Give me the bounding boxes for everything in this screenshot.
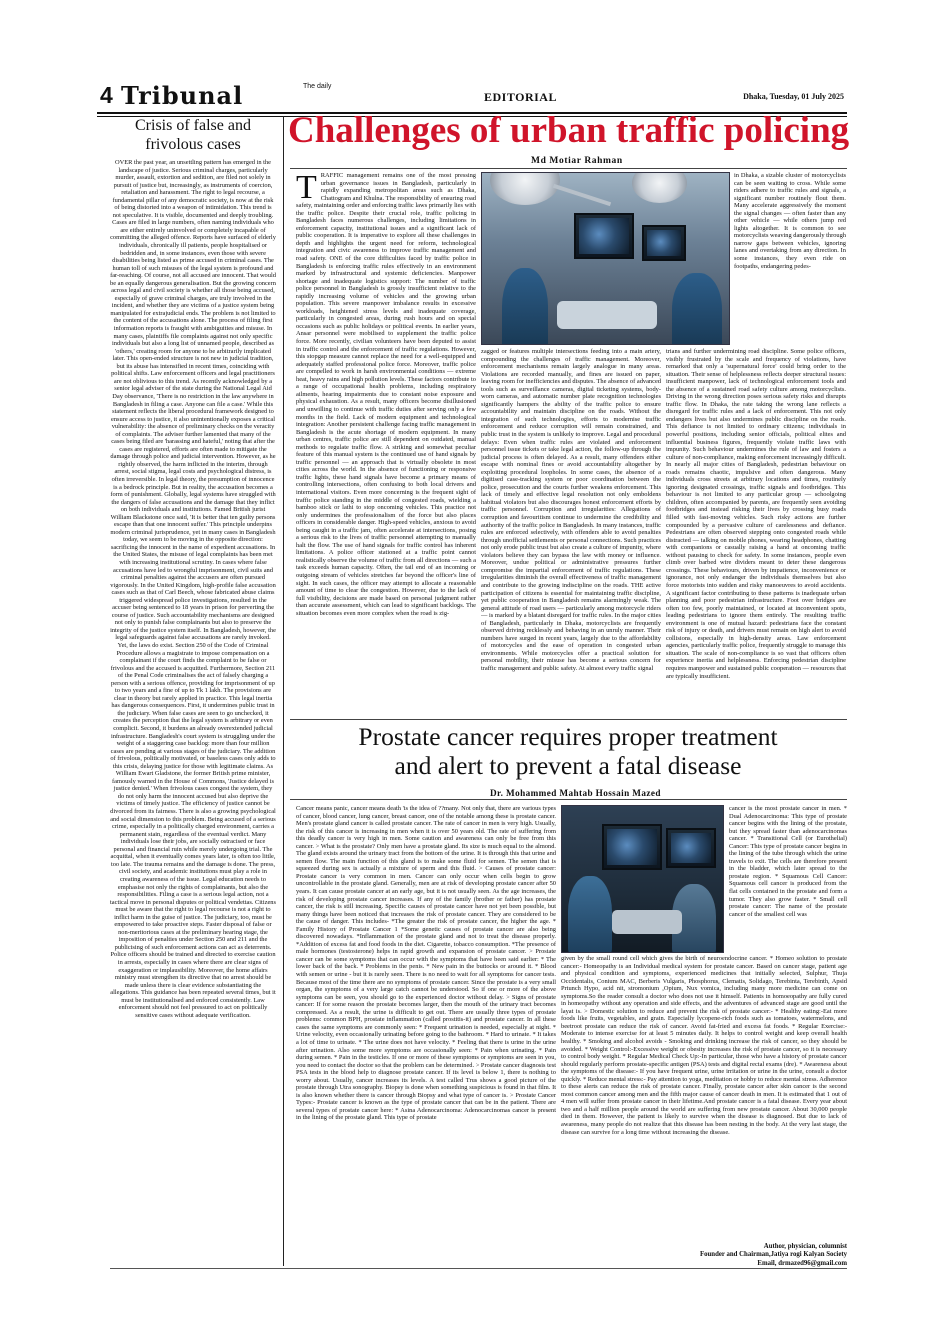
drop-cap: T xyxy=(296,172,317,206)
daily-tag: The daily xyxy=(303,83,332,90)
lead-column-1 xyxy=(296,172,476,712)
second-article-rule xyxy=(290,719,847,720)
surgeon-figure xyxy=(502,268,548,345)
lead-column-2 xyxy=(481,348,661,712)
masthead xyxy=(97,83,847,111)
column-divider xyxy=(283,116,284,1266)
second-headline-line-2: and alert to prevent a fatal disease xyxy=(394,751,742,780)
lead-byline: Md Motiar Rahman xyxy=(531,156,623,166)
lead-column-3-top xyxy=(734,172,846,345)
surgeon-figure xyxy=(672,273,722,345)
second-byline-rule xyxy=(290,799,847,800)
left-column-headline: Crisis of false and frivolous cases xyxy=(135,117,251,153)
second-column-1-text: Cancer means panic, cancer means death 'is the idea of ??many. Not only that, there are various types of cancer, blood cancer, lung cancer, breast cancer, one of the notable among these is prostate cancer. Men's prostate gland cancer is called prostate cancer. The rate of cancer in men is very high. Usually, the risk of this cancer is increasing in men when it is over 50 years old. The rate of suffering from this deadly cancer is very high in men. Some caution and awareness can only be free from this cancer. > What is the prostate? Only men have a prostate gland. Its size is much equal to the almond. The gland exists around the urinary tract from the bottom of the urine. It is through this that urine and semen flow. The main function of this gland is to make some fluid for semen. The semen that is squeezed during sex is actually a mixture of sperm and this fluid. > Causes of prostate cancer: Prostate cancer is very common in men. Cancer can only occur when cells begin to grow uncontrollable in the prostate gland. Generally, men are at risk of developing prostate cancer after 50 years. It can cause prostate cancer at an early age, but it is not usually seen. As the age increases, the risk of developing prostate cancer increases. If any of the family (brother or father) has prostate cancer, the risk is still increasing. Specific causes of prostate cancer have not yet been possible, but many things have been noticed that increases the risk of prostate cancer. They are considered to be the cause of danger. This includes- *The greater the risk of prostate cancer, the higher the age. * Family History of Prostate Cancer 1 *Some genetic causes of prostate cancer are also being discovered nowadays. *Inflammation of the prostate gland and not to treat the disease properly. *Addition of excess fat and food foods in the diet. Cigarette, tobacco consumption. *The presence of male hormones (testosterone) helps in rapid growth and expansion of prostate cancer. > Prostate cancer can be some symptoms that can occur with the symptoms that have been said earlier: * The lower back of the back. * Problems in the penis. * New pain in the buttocks or around it. * Blood with semen or urine - but it is rarely seen. There is no need to wait for all symptoms for cancer tests. Because most of the time there are no symptoms of prostate cancer. Since the prostate is a very small organ, the symptoms of a very large catch cannot be understood. So if one or more of the above symptoms can be seen, you should go to the experienced doctor without delay. > Signs of prostate cancer: If for some reason the prostate becomes larger, then the mouth of the urinary tract becomes compressed. As a result, the urine is difficult to get out. There are usually three types of prostate problems: common BPH, prostate inflammation (called prostitis-it) and prostate cancer. In all these cases the same symptoms are commonly seen: * Frequent urination is needed, especially at night. * Urine velocity, even occasionally urinating before going to the bathroom. * Hard to urinate. * It takes a lot of time to urinate. * The urine does not have velocity. * Feeling that there is urine in the urine after urination. Also some more symptoms are occasionally seen: * Pain when urinating. * Pain during semen. * Pain in the testicles. If one or more of these symptoms or symptoms are seen in you, you need to contact the doctor so that the problem can be determined. > Prostate cancer diagnosis test PSA tests in the blood help to diagnose prostate cancer. If its level is below 1, there is nothing to worry about. Usually, cancer increases its levels. A test called Trus shows a good picture of the prostate through Utra sonography. Biopsy is done when something suspicious is found in that film. It is also known whether there is cancer through Biopsy and what type of cancer is. > Prostate Cancer Types:- Prostate cancer is known as the type of prostate cancer that can be in the patient. There are several types of prostate cancer here: * Asina Adenocarcinoma: Adenocarcinomas cancer is present in the lining of the prostate gland. This type of prostate xyxy=(296,805,556,1122)
monitor-screen-icon xyxy=(666,828,716,868)
lead-column-3-top-text: in Dhaka, a sizable cluster of motorcyclists can be seen waiting to cross. While some riders adhere to traffic rules and signals, a significant number routinely flout them. Many accelerate aggressively the moment the signal changes — often faster than any other vehicle — while others jump red lights altogether. It is common to see motorcyclists weaving dangerously through narrow gaps between vehicles, ignoring lanes and overtaking from any direction. In some instances, they even ride on footpaths, endangering pedes- xyxy=(734,172,846,270)
left-column-body: OVER the past year, an unsettling pattern has emerged in the landscape of justice. Serious criminal charges, particularly murder, assault, extortion and sedition, are filed not solely in pursuit of justice but, increasingly, as instruments of coercion, retaliation and harassment. The right to legal recourse, a fundamental pillar of any democratic society, is now at the risk of being distorted into a weapon of intimidation. This trend is not speculative. It is visible, documented and deeply troubling. Cases are filed in large numbers, often naming individuals who are either entirely uninvolved or completely incapable of committing the alleged offence. Reports have surfaced of elderly individuals, chronically ill patients, people hospitalised or bedridden and, in some instances, even those with severe disabilities being listed as prime accused in criminal cases. The human toll of such misuses of the legal system is profound and far-reaching. Of course, not all accused are innocent. That would be an equally dangerous generalisation. But the growing concern across legal and civil society is whether all those being accused, especially of grave criminal charges, are truly involved in the incident, and whether they are victims of a justice system being manipulated for extrajudicial ends. The problem is not limited to the content of the accusations alone. The process of filing first information reports is fraught with ambiguities and misuse. In many cases, plaintiffs file complaints against not only specific individuals but also a long list of unnamed people, described as 'others,' creating room for anyone to be arbitrarily implicated later. This open-ended structure is not new in judicial tradition, but its abuse has intensified in recent times, coinciding with political shifts. Law enforcement officers and legal practitioners are not oblivious to this trend. As recently acknowledged by a senior legal adviser of the state during the National Legal Aid Day observance, 'There is no restriction in the law anywhere in Bangladesh in filing a case. Anyone can file a case.' While this statement reflects the liberal procedural framework designed to ensure access to justice, it also unintentionally exposes a critical vulnerability: the absence of preliminary checks on the veracity of complaints. The adviser further lamented that many of the cases being filed are 'harassing and hateful,' noting that after the cases are registered, efforts are often made to mitigate the damage through police and judicial intervention. However, as he rightly observed, the harm inflicted in the interim, through arrest, social stigma, legal costs and psychological distress, is often irreversible. In legal theory, the presumption of innocence is a bedrock principle. But in reality, the accusation becomes a form of punishment. Globally, legal systems have struggled with the dangers of false accusations and the damage that they inflict on both individuals and institutions. Famed British jurist William Blackstone once said, 'It is better that ten guilty persons escape than that one innocent suffer.' This principle underpins modern criminal jurisprudence, yet in many cases in Bangladesh today, we seem to be moving in the opposite direction: sacrificing the innocent in the name of expedient accusations. In the United States, the misuse of legal complaints has been met with increasing institutional scrutiny. In cases where false accusations have led to wrongful imprisonment, civil suits and criminal penalties against the accusers are often pursued vigorously. In the United Kingdom, high-profile false accusation cases such as that of Carl Beech, whose fabricated abuse claims triggered widespread police investigations, resulted in the accuser being sentenced to 18 years in prison for perverting the course of justice. Such accountability mechanisms are designed not only to punish false complainants but also to preserve the integrity of the justice system itself. In Bangladesh, however, the legal safeguards against false accusations are rarely invoked. Yet, the laws do exist. Section 250 of the Code of Criminal Procedure allows a magistrate to impose compensation on a complainant if the court finds the complaint to be false or frivolous and the accused is acquitted. Furthermore, Section 211 of the Penal Code criminalises the act of falsely charging a person with a serious offence, providing for imprisonment of up to two years and a fine of up to Tk 1 lakh. The provisions are clear in theory but rarely applied in practice. This legal inertia has dangerous consequences. First, it undermines public trust in the judiciary. When false cases are seen to go unchecked, it creates the perception that the legal system is arbitrary or even complicit. Second, it burdens an already overextended judicial infrastructure. Bangladesh's court system is struggling under the weight of a staggering case backlog: more than four million cases are pending at various stages of the judiciary. The addition of frivolous, politically motivated, or baseless cases only adds to this crisis, delaying justice for those with legitimate claims. As William Ewart Gladstone, the former British prime minister, famously warned in the House of Commons, 'Justice delayed is justice denied.' When frivolous cases congest the system, they do not only harm the innocent accused but also deprive the victims of timely justice. The efficiency of justice cannot be divorced from its fairness. There is also a growing psychological and social dimension to this problem. Being accused of a serious crime, especially in a politically charged environment, carries a permanent stain, regardless of the eventual verdict. Many individuals lose their jobs, are socially ostracised or face personal and financial ruin while merely undergoing trial. The acquittal, when it eventually comes years later, is often too little, too late. The trauma remains and the damage is done. The press, civil society, and academic institutions must play a role in creating awareness of the issue. Legal education needs to emphasise not only the rights of complainants, but also the responsibilities. Filing a case is a serious legal action, not a tactical move in personal disputes or political vendettas. Citizens must be aware that the right to legal recourse is not a right to inflict harm in the guise of justice. The judiciary, too, must be empowered to take proactive steps. Faster disposal of false or non-meritorious cases at the preliminary hearing stage, the imposition of penalties under Section 250 and 211 and the publicising of such enforcement actions can act as deterrents. Police officers should be trained and directed to exercise caution in arrests, especially in cases where there are clear signs of exaggeration or implausibility. Moreover, the home affairs ministry must strengthen its directive that no arrest should be made unless there is clear evidence substantiating the allegations. This guidance has been repeated several times, but it must be institutionalised and enforced consistently. Law enforcement should not feel pressured to act on politically sensitive cases without adequate verification. xyxy=(110,159,276,1019)
lead-column-1-text: RAFFIC management remains one of the most pressing urban governance issues in Bangladesh, particularly in rapidly expanding metropolitan areas such as Dhaka, Chattogram and Khulna. The responsibility of ensuring road safety, maintaining order and enforcing traffic laws primarily lies with the traffic police. Despite their crucial role, traffic policing in Bangladesh faces numerous challenges, including limitations in enforcement capacity, institutional issues and a significant lack of public cooperation. It is imperative to explore all these challenges in depth and highlights the urgent need for reform, technological integration and civic awareness to improve traffic management and road safety. ONE of the core difficulties faced by traffic police in Bangladesh is enforcing traffic rules effectively in an environment marked by infrastructural and systemic deficiencies. Manpower shortage and inadequate logistics support: The number of traffic police personnel in Bangladesh is grossly insufficient relative to the rapidly increasing volume of vehicles and the growing urban population. This severe manpower imbalance results in excessive workloads, heightened stress levels and inadequate coverage, particularly in congested areas, during rush hours and on special occasions such as public holidays or political events. In earlier years, Ansar personnel were mobilised to supplement the traffic police force. More recently, civilian volunteers have been deputed to assist in traffic control and the enforcement of traffic regulations. However, this stopgap measure cannot replace the need for a well-equipped and adequately staffed professional police force. Moreover, traffic police are compelled to work in harsh environmental conditions — extreme heat, heavy rains and high pollution levels. These factors contribute to a range of occupational health problems, including respiratory ailments, hearing impairments due to constant noise exposure and physical exhaustion. As a result, many officers become disillusioned and unwilling to continue with traffic duties after serving only a few months in the field. Lack of modern equipment and technological integration: Another persistent challenge facing traffic management in Bangladesh is the acute shortage of modern equipment. In many urban centres, traffic police are still dependent on outdated, manual methods to regulate traffic flow. A striking and somewhat peculiar feature of this manual system is the continued use of hand signals by traffic personnel — an approach that is virtually obsolete in most cities across the world. In the absence of functioning or responsive traffic lights, these hand signals have become a primary means of controlling intersections, often confusing to both local drivers and international visitors. Even more concerning is the frequent sight of traffic police standing in the middle of congested roads, wielding a bamboo stick or lathi to stop oncoming vehicles. This practice not only undermines the professionalism of the force but also places officers in considerable danger. High-speed vehicles, anxious to avoid being caught in a traffic jam, often accelerate at intersections, posing a serious risk to the lives of traffic personnel attempting to manually halt the flow. The use of hand signals for traffic control has inherent limitations. A police officer stationed at a traffic point cannot realistically observe the volume of traffic from all directions — such a task exceeds human capacity. Often, the tail end of an incoming or outgoing stream of vehicles stretches far beyond the officer's line of sight. In such cases, the officer may attempt to allocate a reasonable amount of time to clear the congestion. However, due to the lack of full visibility, decisions are made based on personal judgment rather than accurate assessment, which can lead to significant backlogs. The situation becomes even more complex when the road is zig- xyxy=(296,172,476,617)
lead-column-2-text: zagged or features multiple intersections feeding into a main artery, compounding the challenges of traffic management. Moreover, enforcement mechanisms remain largely analogue in many areas. Violations are recorded manually, and fines are issued on paper, leaving room for inefficiencies and disputes. The absence of advanced tools such as surveillance cameras, digital ticketing systems, body-worn cameras, and automatic number plate recognition technologies significantly hampers the ability of the traffic police to ensure accountability and maintain discipline on the roads. Without the integration of such technologies, efforts to modernise traffic enforcement and reduce corruption will remain constrained, and public trust in the system is unlikely to improve. Legal and procedural delays: Even when traffic rules are violated and enforcement personnel issue tickets or take legal action, the follow-up through the judicial process is often delayed. As a result, many offenders either escape with nominal fines or avoid accountability altogether by exploiting procedural loopholes. In some cases, the absence of a digitised case-tracking system or poor coordination between the police, prosecution and the courts further weakens enforcement. This lack of timely and effective legal resolution not only emboldens habitual violators but also discourages honest enforcement efforts by traffic personnel. Corruption and irregularities: Allegations of corruption and favouritism continue to undermine the credibility and authority of the traffic police in Bangladesh. In many instances, traffic rules are enforced selectively, with offenders able to avoid penalties through unofficial settlements or personal connections. Such practices not only erode public trust but also create a culture of impunity, where violators believe they can bypass the law with money or influence. Moreover, undue political or administrative pressures further compromise the impartial enforcement of traffic regulations. These irregularities diminish the overall effectiveness of traffic management and contribute to the growing indiscipline on the roads. THE active participation of citizens is essential for maintaining traffic discipline, yet public cooperation in Bangladesh remains alarmingly weak. The general attitude of road users — particularly among motorcycle riders — is marked by a blatant disregard for traffic rules. In the major cities of Bangladesh, particularly in Dhaka, motorcyclists are frequently observed driving recklessly and behaving in an unruly manner. Their numbers have surged in recent years, largely due to the affordability of motorcycles and the ease of operation in congested urban environments. While motorcycles offer a practical solution for personal mobility, their misuse has become a serious concern for traffic management and public safety. At almost every traffic signal xyxy=(481,348,661,672)
paper-logo: Tribunal xyxy=(121,81,244,110)
lead-photo xyxy=(481,172,730,345)
second-headline-line-1: Prostate cancer requires proper treatment xyxy=(358,722,778,751)
second-column-2 xyxy=(561,955,847,1240)
second-headline xyxy=(288,722,848,780)
left-editorial-column xyxy=(110,116,276,1273)
second-column-2-top xyxy=(729,805,847,953)
lead-headline: Challenges of urban traffic policing xyxy=(288,110,850,151)
signature-title: Founder and Chairman,Jatiya rogi Kalyan Society xyxy=(699,1251,847,1259)
lead-column-3 xyxy=(666,348,846,712)
monitor-screen-icon xyxy=(574,213,634,259)
monitor-screen-icon xyxy=(602,824,662,870)
second-photo xyxy=(561,805,724,953)
page-number: 4 xyxy=(100,82,113,108)
second-byline: Dr. Mohammed Mahtab Hossain Mazed xyxy=(490,788,661,798)
bottom-rule xyxy=(110,1268,847,1269)
signature-role: Author, physician, columnist xyxy=(763,1243,847,1250)
second-column-1 xyxy=(296,805,556,1265)
monitor-screen-icon xyxy=(642,225,686,261)
lead-rule xyxy=(290,168,847,169)
signature-email: Email, drmazed96@gmail.com xyxy=(757,1259,847,1267)
doctor-figure xyxy=(568,876,612,953)
section-name: EDITORIAL xyxy=(484,90,557,104)
dateline: Dhaka, Tuesday, 01 July 2025 xyxy=(743,92,844,101)
second-column-2-text: given by the small round cell which gives the birth of neuroendocrine cancer. * Homeo solution to prostate cancer:- Homeopathy is an Individual medical system for prostate cancer. Based on cancer stage, patient age and physical condition and symptoms, experienced medicines that initially selected, Sulphur, Thuja Occidentalis, Conium MAC, Berberis Vulgaris, Phosphorus, Clematis, Solidago, Terebinta, Terebinth, Apsid Prtunch Hypo, acid nit, stromonium ,Opium, Nux vomica, including many more medicine can come on symptoms.So the reader consult a doctor who does not use it himself. Patients in homoeopathy are fully cured in homeopathy without any operation and side effects, and the adventures of advanced stage are good until the layat is. > Domestic solution to reduce and prevent the risk of prostate cancer:- * Healthy eating:-Eat more foods like fruits, vegetables, and grain. Especially lycopene-rich foods such as tomatoes, watermelons, and beetroot prostate can reduce the risk of cancer. Avoid fat-fried and excess fat foods. * Regular Exercise:- Moderate to intense exercise for at least 5 minutes daily. It helps to control weight and keep overall health healthy. * Smoking and alcohol avoids - Smoking and drinking increase the risk of cancer, so they should be avoided. * Weight Control:-Excessive weight or obesity increases the risk of prostate cancer, so it is necessary to control body weight. * Regular Medical Check Up:-In particular, those who have a history of prostate cancer should regularly perform prostate-specific antigen (PSA) tests and digital rectal exams (dre). * Awareness about the symptoms of the disease:- If you have frequent urine, urine irritation or urine in the urine, consult a doctor quickly. * Reduce mental stress:- Pay attention to yoga, meditation or hobby to reduce mental stress. Adherence to these alerts can reduce the risk of prostate cancer. Finally, prostate cancer after skin cancer is the second most common cancer among men and the fifth major cause of cancer death in men. It is estimated that 1 out of 4 men will suffer from prostate cancer in their lifetime.And prostate cancer is a fatal disease. Every year about two and a half million people around the world are suffering from new prostate cancer. About 30,000 people died in them. However, the patient is likely to survive when the disease is diagnosed. But due to lack of awareness, many people do not realize that this disease has been nesting in the body. At the very last stage, the disease can survive for a long time without increasing the disease. xyxy=(561,955,847,1136)
author-signature xyxy=(700,1243,847,1268)
lead-column-3-text: trians and further undermining road discipline. Some police officers, visibly frustrated by the scale and frequency of violations, have remarked that only a 'supernatural force' could bring order to the situation. Their sense of helplessness reflects deeper structural issues: insufficient manpower, lack of technological enforcement tools and the absence of a sustained road safety culture among motorcyclists. Driving in the wrong direction poses serious safety risks and disrupts traffic flow. In Dhaka, the rate taking the wrong lane reflects a disregard for traffic rules and a lack of enforcement. This not only endangers lives but also undermines public discipline on the roads. This defiance is not limited to ordinary citizens; individuals in powerful positions, including senior officials, political elites and influential business figures, frequently violate traffic laws with impunity. Such behaviour undermines the rule of law and fosters a culture of non-compliance, making enforcement increasingly difficult. In nearly all major cities of Bangladesh, pedestrian behaviour on roads remains chaotic, impulsive and often dangerous. Many individuals cross streets at arbitrary locations and times, routinely ignoring designated crossings, traffic signals and footbridges. This behaviour is not limited to any particular group — schoolgoing children, often accompanied by parents, are frequently seen avoiding footbridges and instead risking their lives by crossing busy roads filled with fast-moving vehicles. Such risky actions are further compounded by a pervasive culture of carelessness and defiance. Pedestrians are often observed stepping onto congested roads while distracted — talking on mobile phones, wearing headphones, chatting with companions or casually raising a hand at oncoming traffic without pausing to check for safety. In some instances, people even climb over barbed wire dividers meant to deter these dangerous crossings. These behaviours, driven by impatience, inconvenience or ignorance, not only endanger the individuals themselves but also force motorists into sudden and risky manoeuvres to avoid accidents. A significant factor contributing to these patterns is inadequate urban planning and poor pedestrian infrastructure. Foot over bridges are often too few, poorly maintained, or located at inconvenient spots, leading pedestrians to ignore them entirely. The resulting traffic environment is one of mutual hazard: pedestrians face the constant risk of injury or death, and drivers must remain on high alert to avoid collisions, especially in high-density areas. Law enforcement agencies, particularly traffic police, frequently struggle to manage this situation. The scale of non-compliance is so vast that officers often experience inertia and helplessness. Enforcing pedestrian discipline requires manpower and sustained public cooperation — resources that are typically insufficient. xyxy=(666,348,846,680)
second-column-2-top-text: cancer is the most prostate cancer in men. * Dual Adenocarcinoma: This type of prostate cancer begins with the lining of the prostate, but they spread faster than adenocarcinomas cancer. * Transitional Cell (or Eurothelial) Cancer: This type of prostate cancer begins in the lining of the tube through which the urine travels to exit. The cells are therefore present in the bladder, which later spread to the prostate region. * Squamous Cell Cancer: Squamous cell cancer is produced from the flat cells contained in the prostate and form a tumor. They also grow faster. * Small cell prostate cancer: The name of the prostate cancer of the smallest cell was xyxy=(729,805,847,918)
